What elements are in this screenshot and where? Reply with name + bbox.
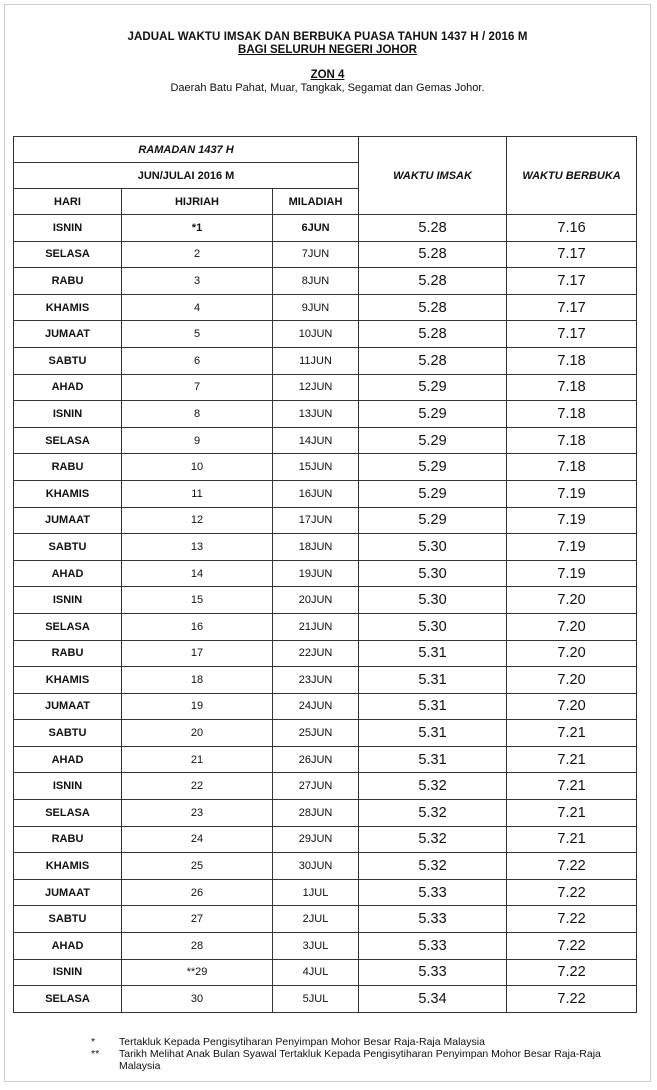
imsak-time-cell: 5.32 [359,800,507,827]
berbuka-time-cell: 7.19 [507,507,637,534]
table-row [14,800,637,827]
imsak-time-cell: 5.29 [359,401,507,428]
berbuka-time-cell: 7.22 [507,959,637,986]
table-row [14,534,637,561]
berbuka-time-cell: 7.21 [507,746,637,773]
imsak-time-cell: 5.33 [359,906,507,933]
berbuka-time-cell: 7.22 [507,906,637,933]
footnote-2 [81,1048,619,1072]
table-row [14,853,637,880]
day-cell: ISNIN [14,773,122,800]
berbuka-time-cell: 7.16 [507,215,637,242]
table-row [14,640,637,667]
imsak-time-cell: 5.32 [359,773,507,800]
ramadan-header: RAMADAN 1437 H [14,137,359,163]
imsak-time-cell: 5.30 [359,560,507,587]
imsak-time-cell: 5.32 [359,826,507,853]
table-row [14,746,637,773]
day-cell: ISNIN [14,401,122,428]
day-cell: KHAMIS [14,667,122,694]
berbuka-time-cell: 7.18 [507,454,637,481]
miladiah-cell: 3JUL [273,933,359,960]
imsak-time-cell: 5.28 [359,294,507,321]
day-cell: ISNIN [14,959,122,986]
day-cell: AHAD [14,933,122,960]
table-row [14,720,637,747]
day-cell: SABTU [14,534,122,561]
miladiah-cell: 20JUN [273,587,359,614]
miladiah-cell: 25JUN [273,720,359,747]
table-row [14,268,637,295]
berbuka-time-cell: 7.22 [507,933,637,960]
imsak-time-cell: 5.30 [359,587,507,614]
imsak-time-cell: 5.31 [359,667,507,694]
miladiah-cell: 21JUN [273,613,359,640]
berbuka-time-cell: 7.17 [507,321,637,348]
berbuka-time-cell: 7.20 [507,693,637,720]
berbuka-time-cell: 7.19 [507,480,637,507]
table-row [14,401,637,428]
hijriah-cell: 21 [122,746,273,773]
miladiah-cell: 19JUN [273,560,359,587]
day-cell: JUMAAT [14,879,122,906]
day-cell: SELASA [14,613,122,640]
berbuka-time-cell: 7.21 [507,826,637,853]
miladiah-column-header: MILADIAH [273,189,359,215]
day-cell: ISNIN [14,587,122,614]
berbuka-time-cell: 7.22 [507,986,637,1013]
day-cell: SABTU [14,347,122,374]
table-row [14,959,637,986]
hijriah-cell: 30 [122,986,273,1013]
hijriah-cell: 23 [122,800,273,827]
berbuka-time-cell: 7.18 [507,427,637,454]
table-row [14,667,637,694]
table-row [14,215,637,242]
imsak-time-cell: 5.28 [359,241,507,268]
miladiah-cell: 23JUN [273,667,359,694]
hijriah-cell: 10 [122,454,273,481]
berbuka-time-cell: 7.21 [507,720,637,747]
table-row [14,826,637,853]
berbuka-time-cell: 7.20 [507,587,637,614]
imsak-time-cell: 5.28 [359,215,507,242]
table-row [14,507,637,534]
footnote-text: Tertakluk Kepada Pengisytiharan Penyimpan Mohor Besar Raja-Raja Malaysia [119,1036,485,1048]
miladiah-cell: 5JUL [273,986,359,1013]
miladiah-cell: 22JUN [273,640,359,667]
imsak-time-cell: 5.31 [359,640,507,667]
miladiah-cell: 10JUN [273,321,359,348]
imsak-time-cell: 5.29 [359,427,507,454]
imsak-time-cell: 5.32 [359,853,507,880]
miladiah-cell: 27JUN [273,773,359,800]
hijriah-cell: 13 [122,534,273,561]
hijriah-cell: 27 [122,906,273,933]
day-cell: KHAMIS [14,853,122,880]
hijriah-cell: 25 [122,853,273,880]
hijriah-cell: 3 [122,268,273,295]
table-row [14,294,637,321]
title-line-1: JADUAL WAKTU IMSAK DAN BERBUKA PUASA TAHUN 1437 H / 2016 M [127,31,528,43]
berbuka-time-cell: 7.22 [507,853,637,880]
miladiah-cell: 17JUN [273,507,359,534]
hijriah-cell: 15 [122,587,273,614]
imsak-time-cell: 5.31 [359,720,507,747]
footnotes [81,1036,619,1072]
day-cell: AHAD [14,560,122,587]
day-cell: RABU [14,826,122,853]
table-row [14,693,637,720]
hijriah-cell: 28 [122,933,273,960]
miladiah-cell: 24JUN [273,693,359,720]
month-header: JUN/JULAI 2016 M [14,163,359,189]
hijriah-cell: 17 [122,640,273,667]
hijriah-cell: 16 [122,613,273,640]
berbuka-time-cell: 7.22 [507,879,637,906]
imsak-time-cell: 5.33 [359,879,507,906]
table-row [14,321,637,348]
schedule-table [13,136,637,1013]
berbuka-time-cell: 7.18 [507,401,637,428]
footnote-mark: * [91,1036,96,1048]
zone-description: Daerah Batu Pahat, Muar, Tangkak, Segamat dan Gemas Johor. [170,82,485,94]
day-cell: SABTU [14,720,122,747]
hijriah-cell: 14 [122,560,273,587]
day-cell: RABU [14,640,122,667]
table-row [14,613,637,640]
hijriah-cell: **29 [122,959,273,986]
hijriah-cell: *1 [122,215,273,242]
miladiah-cell: 16JUN [273,480,359,507]
imsak-time-cell: 5.30 [359,613,507,640]
hijriah-cell: 5 [122,321,273,348]
berbuka-time-cell: 7.17 [507,294,637,321]
imsak-time-cell: 5.34 [359,986,507,1013]
title-line-2: BAGI SELURUH NEGERI JOHOR [238,44,417,56]
hijriah-cell: 18 [122,667,273,694]
day-cell: AHAD [14,746,122,773]
day-cell: JUMAAT [14,321,122,348]
table-body [14,215,637,1013]
table-row [14,773,637,800]
footnote-1 [81,1036,619,1048]
day-cell: ISNIN [14,215,122,242]
miladiah-cell: 8JUN [273,268,359,295]
berbuka-time-cell: 7.18 [507,347,637,374]
day-cell: JUMAAT [14,693,122,720]
imsak-time-cell: 5.28 [359,321,507,348]
imsak-time-cell: 5.28 [359,347,507,374]
imsak-time-cell: 5.33 [359,959,507,986]
day-cell: SABTU [14,906,122,933]
day-cell: SELASA [14,986,122,1013]
miladiah-cell: 12JUN [273,374,359,401]
imsak-column-header: WAKTU IMSAK [359,137,507,215]
miladiah-cell: 14JUN [273,427,359,454]
imsak-time-cell: 5.28 [359,268,507,295]
imsak-time-cell: 5.31 [359,746,507,773]
imsak-time-cell: 5.33 [359,933,507,960]
table-row [14,374,637,401]
miladiah-cell: 2JUL [273,906,359,933]
day-cell: RABU [14,268,122,295]
imsak-time-cell: 5.29 [359,454,507,481]
day-cell: AHAD [14,374,122,401]
berbuka-column-header: WAKTU BERBUKA [507,137,637,215]
imsak-time-cell: 5.29 [359,507,507,534]
day-cell: KHAMIS [14,294,122,321]
berbuka-time-cell: 7.18 [507,374,637,401]
imsak-time-cell: 5.30 [359,534,507,561]
document-header [5,5,650,94]
hijriah-cell: 24 [122,826,273,853]
miladiah-cell: 18JUN [273,534,359,561]
miladiah-cell: 7JUN [273,241,359,268]
hijriah-cell: 6 [122,347,273,374]
hijriah-cell: 19 [122,693,273,720]
day-cell: SELASA [14,800,122,827]
table-row [14,560,637,587]
table-row [14,986,637,1013]
table-row [14,454,637,481]
berbuka-time-cell: 7.17 [507,268,637,295]
miladiah-cell: 11JUN [273,347,359,374]
berbuka-time-cell: 7.19 [507,560,637,587]
hijriah-column-header: HIJRIAH [122,189,273,215]
berbuka-time-cell: 7.20 [507,640,637,667]
miladiah-cell: 29JUN [273,826,359,853]
day-cell: JUMAAT [14,507,122,534]
table-row [14,587,637,614]
berbuka-time-cell: 7.17 [507,241,637,268]
miladiah-cell: 1JUL [273,879,359,906]
berbuka-time-cell: 7.20 [507,613,637,640]
miladiah-cell: 26JUN [273,746,359,773]
hijriah-cell: 2 [122,241,273,268]
miladiah-cell: 9JUN [273,294,359,321]
berbuka-time-cell: 7.21 [507,773,637,800]
berbuka-time-cell: 7.19 [507,534,637,561]
imsak-time-cell: 5.29 [359,480,507,507]
berbuka-time-cell: 7.21 [507,800,637,827]
table-row [14,347,637,374]
table-row [14,480,637,507]
miladiah-cell: 6JUN [273,215,359,242]
table-row [14,879,637,906]
document-page [4,4,651,1082]
day-cell: RABU [14,454,122,481]
hijriah-cell: 12 [122,507,273,534]
hijriah-cell: 4 [122,294,273,321]
hijriah-cell: 11 [122,480,273,507]
imsak-time-cell: 5.29 [359,374,507,401]
zone-title: ZON 4 [310,69,345,81]
hijriah-cell: 8 [122,401,273,428]
imsak-time-cell: 5.31 [359,693,507,720]
hari-column-header: HARI [14,189,122,215]
miladiah-cell: 4JUL [273,959,359,986]
miladiah-cell: 13JUN [273,401,359,428]
hijriah-cell: 7 [122,374,273,401]
table-row [14,241,637,268]
day-cell: SELASA [14,427,122,454]
hijriah-cell: 22 [122,773,273,800]
table-row [14,906,637,933]
berbuka-time-cell: 7.20 [507,667,637,694]
miladiah-cell: 15JUN [273,454,359,481]
footnote-text: Tarikh Melihat Anak Bulan Syawal Tertakluk Kepada Pengisytiharan Penyimpan Mohor Besar Raja-Raja Malaysia [119,1048,601,1072]
miladiah-cell: 30JUN [273,853,359,880]
day-cell: KHAMIS [14,480,122,507]
hijriah-cell: 9 [122,427,273,454]
miladiah-cell: 28JUN [273,800,359,827]
table-row [14,427,637,454]
footnote-mark: ** [91,1048,100,1060]
hijriah-cell: 20 [122,720,273,747]
table-row [14,933,637,960]
day-cell: SELASA [14,241,122,268]
hijriah-cell: 26 [122,879,273,906]
